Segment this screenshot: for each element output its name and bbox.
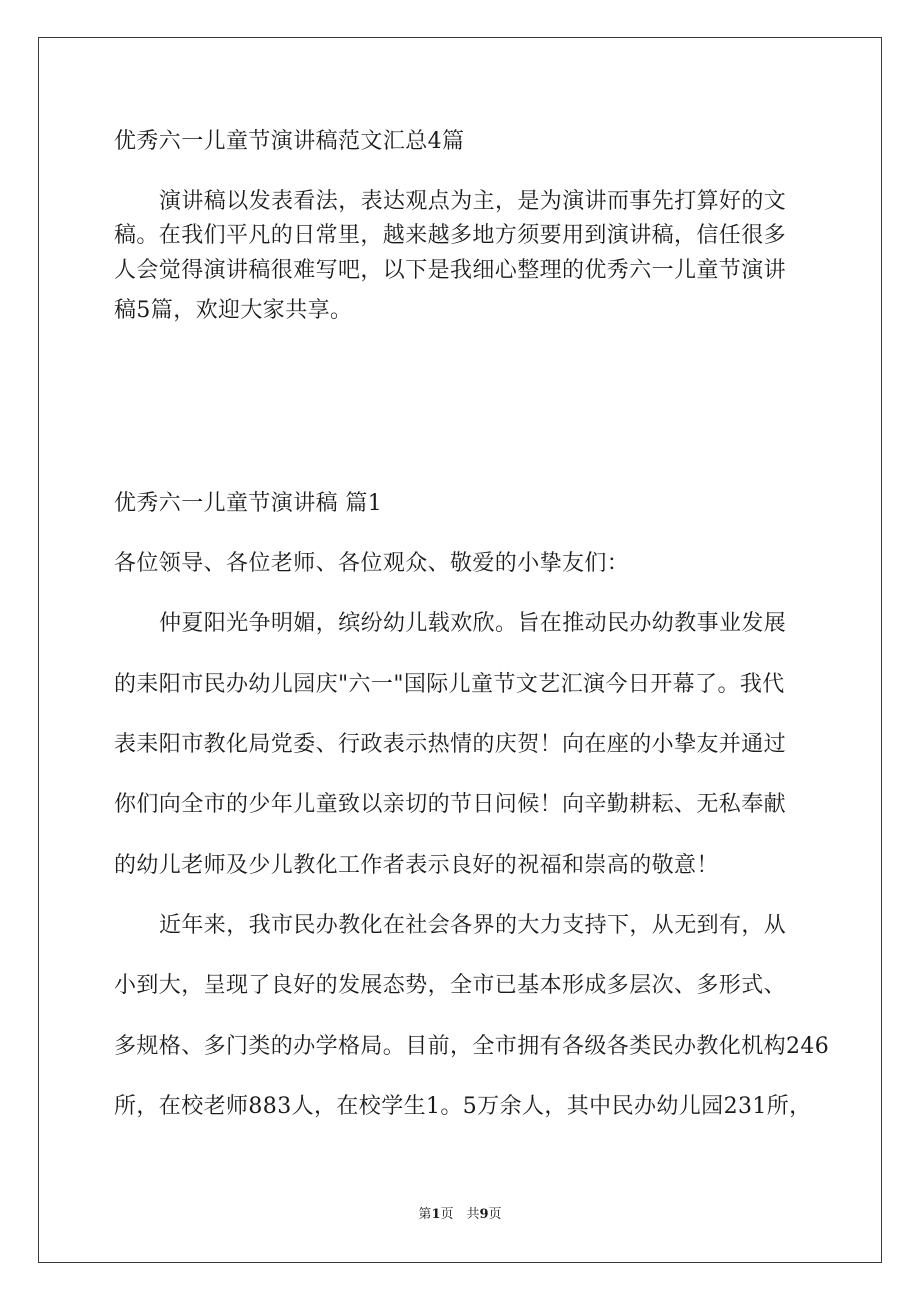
footer-total-pages: 9: [479, 1207, 489, 1222]
intro-line-4: 稿5篇，欢迎大家共享。: [114, 298, 353, 323]
footer-prefix: 第: [418, 1207, 432, 1222]
paragraph2-line-2: 小到大，呈现了良好的发展态势，全市已基本形成多层次、多形式、: [114, 973, 787, 998]
footer-middle: 页 共: [440, 1207, 480, 1222]
intro-line-3: 人会觉得演讲稿很难写吧，以下是我细心整理的优秀六一儿童节演讲: [114, 258, 787, 283]
paragraph2-line-4: 所，在校老师883人，在校学生1。5万余人，其中民办幼儿园231所，: [114, 1094, 812, 1119]
paragraph2-line-1: 近年来，我市民办教化在社会各界的大力支持下，从无到有，从: [159, 913, 787, 938]
intro-line-2: 稿。在我们平凡的日常里，越来越多地方须要用到演讲稿，信任很多: [114, 223, 787, 248]
paragraph1-line-2: 的耒阳市民办幼儿园庆"六一"国际儿童节文艺汇演今日开幕了。我代: [114, 672, 785, 697]
paragraph1-line-5: 的幼儿老师及少儿教化工作者表示良好的祝福和崇高的敬意！: [114, 853, 719, 878]
footer-suffix: 页: [488, 1207, 502, 1222]
footer-page-number: 1: [431, 1207, 441, 1222]
paragraph1-line-3: 表耒阳市教化局党委、行政表示热情的庆贺！向在座的小挚友并通过: [114, 732, 787, 757]
salutation: 各位领导、各位老师、各位观众、敬爱的小挚友们：: [114, 551, 630, 576]
paragraph1-line-1: 仲夏阳光争明媚，缤纷幼儿载欢欣。旨在推动民办幼教事业发展: [159, 611, 787, 636]
intro-line-1: 演讲稿以发表看法，表达观点为主，是为演讲而事先打算好的文: [159, 189, 787, 214]
section-heading: 优秀六一儿童节演讲稿 篇1: [114, 491, 383, 516]
paragraph1-line-4: 你们向全市的少年儿童致以亲切的节日问候！向辛勤耕耘、无私奉献: [114, 792, 787, 817]
paragraph2-line-3: 多规格、多门类的办学格局。目前，全市拥有各级各类民办教化机构246: [114, 1034, 830, 1059]
page-footer: [0, 1206, 920, 1224]
document-title: 优秀六一儿童节演讲稿范文汇总4篇: [114, 129, 465, 154]
